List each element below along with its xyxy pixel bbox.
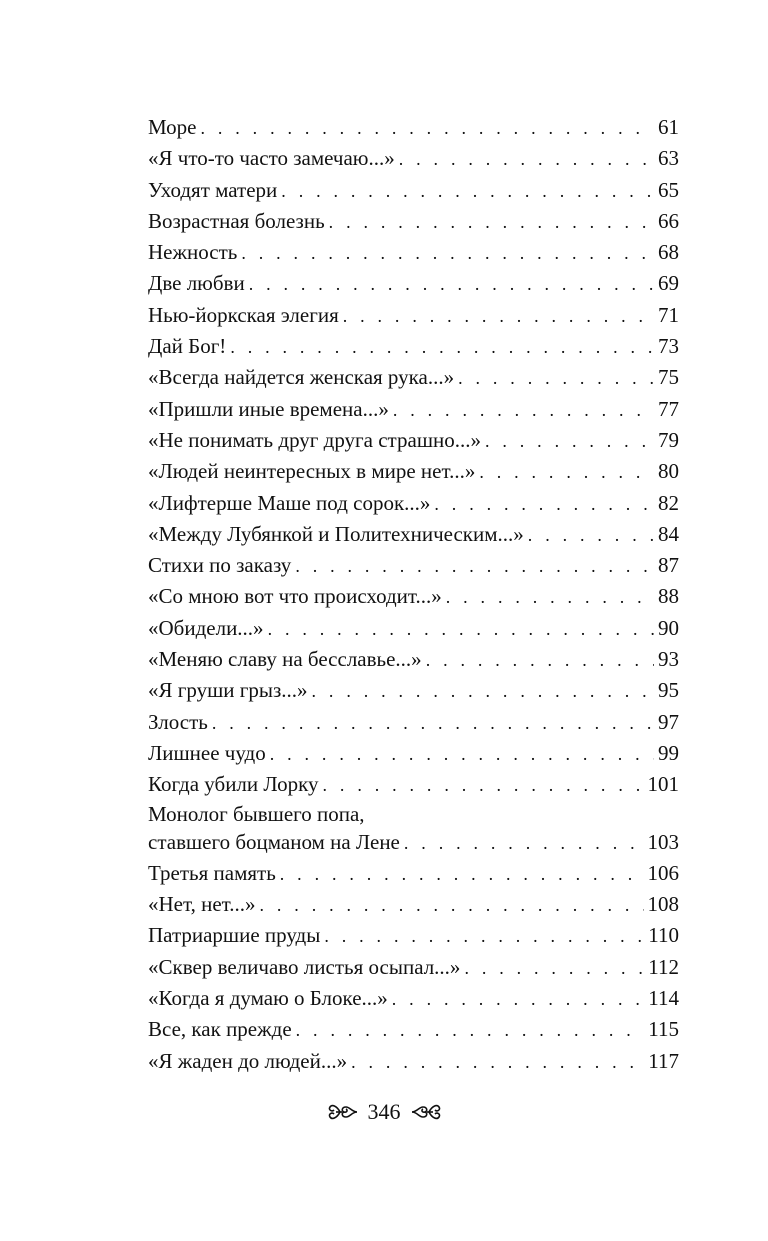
entry-title: «Я груши грыз...» <box>148 678 308 703</box>
entry-title: Уходят матери <box>148 177 278 202</box>
toc-entry <box>148 143 679 174</box>
dot-leader <box>200 113 654 144</box>
dot-leader <box>485 426 654 457</box>
dot-leader <box>404 828 644 859</box>
toc-entry <box>148 738 679 769</box>
entry-title: Патриаршие пруды <box>148 923 321 948</box>
entry-title: «Я жаден до людей...» <box>148 1048 348 1073</box>
entry-line2 <box>148 827 679 858</box>
toc-entry <box>148 206 679 237</box>
entry-page: 61 <box>658 115 679 139</box>
entry-page: 65 <box>658 177 679 202</box>
toc-entry <box>148 581 679 612</box>
entry-page: 108 <box>647 892 679 917</box>
ornament-icon <box>326 1098 360 1126</box>
dot-leader <box>392 984 644 1015</box>
entry-page: 63 <box>658 146 679 171</box>
toc-entry <box>148 456 679 487</box>
entry-page: 69 <box>658 271 679 296</box>
dot-leader <box>281 176 654 207</box>
dot-leader <box>464 953 644 984</box>
entry-title: «Пришли иные времена...» <box>148 396 389 421</box>
toc-entry <box>148 519 679 550</box>
toc-entry <box>148 237 679 268</box>
toc-entry <box>148 112 679 143</box>
entry-page: 66 <box>658 208 679 233</box>
entry-page: 79 <box>658 427 679 452</box>
dot-leader <box>351 1047 644 1078</box>
dot-leader <box>528 520 654 551</box>
toc-entry <box>148 268 679 299</box>
dot-leader <box>329 207 654 238</box>
entry-page: 101 <box>647 772 679 797</box>
entry-page: 97 <box>658 709 679 734</box>
entry-page: 115 <box>648 1017 679 1042</box>
entry-title: «Людей неинтересных в мире нет...» <box>148 459 476 484</box>
entry-page: 93 <box>658 647 679 672</box>
toc-entry <box>148 920 679 951</box>
entry-page: 84 <box>658 521 679 546</box>
entry-page: 88 <box>658 584 679 609</box>
dot-leader <box>458 363 654 394</box>
entry-page: 82 <box>658 490 679 515</box>
toc-entry <box>148 425 679 456</box>
entry-title: «Нет, нет...» <box>148 892 256 917</box>
entry-page: 87 <box>658 553 679 578</box>
dot-leader <box>230 332 654 363</box>
entry-title: «Когда я думаю о Блоке...» <box>148 986 388 1011</box>
toc-entry <box>148 488 679 519</box>
entry-page: 75 <box>658 365 679 390</box>
toc-entry <box>148 644 679 675</box>
toc-entry <box>148 858 679 889</box>
toc-entry <box>148 300 679 331</box>
dot-leader <box>295 551 654 582</box>
page-footer <box>0 1098 768 1126</box>
toc-entry <box>148 675 679 706</box>
toc-entry <box>148 1046 679 1077</box>
toc-entry <box>148 1014 679 1045</box>
entry-title: «Между Лубянкой и Политехническим...» <box>148 521 524 546</box>
entry-title: «Всегда найдется женская рука...» <box>148 365 455 390</box>
entry-page: 117 <box>648 1048 679 1073</box>
toc-entry <box>148 550 679 581</box>
entry-page: 110 <box>648 923 679 948</box>
dot-leader <box>312 676 654 707</box>
entry-title: «Лифтерше Маше под сорок...» <box>148 490 431 515</box>
dot-leader <box>249 269 654 300</box>
entry-title: «Обидели...» <box>148 615 264 640</box>
entry-page: 112 <box>648 954 679 979</box>
entry-title: ставшего боцманом на Лене <box>148 829 400 854</box>
entry-page: 106 <box>647 860 679 885</box>
entry-title: Нью-йоркская элегия <box>148 302 339 327</box>
dot-leader <box>426 645 654 676</box>
dot-leader <box>393 395 654 426</box>
entry-title: Злость <box>148 709 208 734</box>
toc-entry <box>148 952 679 983</box>
toc-entry <box>148 983 679 1014</box>
entry-title: Дай Бог! <box>148 334 227 359</box>
page-number: 346 <box>367 1099 401 1124</box>
entry-title: Две любви <box>148 271 245 296</box>
toc-entry <box>148 394 679 425</box>
entry-title: «Не понимать друг друга страшно...» <box>148 427 481 452</box>
table-of-contents <box>148 112 679 1077</box>
dot-leader <box>479 457 654 488</box>
toc-entry <box>148 362 679 393</box>
toc-entry <box>148 801 679 858</box>
dot-leader <box>260 890 644 921</box>
entry-title: «Я что-то часто замечаю...» <box>148 146 395 171</box>
entry-page: 71 <box>658 302 679 327</box>
dot-leader <box>280 859 644 890</box>
dot-leader <box>446 582 654 613</box>
toc-entry <box>148 613 679 644</box>
dot-leader <box>212 708 654 739</box>
entry-title: Лишнее чудо <box>148 740 266 765</box>
toc-entry <box>148 707 679 738</box>
entry-title: «Сквер величаво листья осыпал...» <box>148 954 461 979</box>
dot-leader <box>324 921 644 952</box>
entry-page: 68 <box>658 240 679 265</box>
entry-title: Возрастная болезнь <box>148 208 325 233</box>
entry-title: Стихи по заказу <box>148 553 292 578</box>
toc-entry <box>148 769 679 800</box>
dot-leader <box>434 489 654 520</box>
toc-entry <box>148 331 679 362</box>
entry-title-line1: Монолог бывшего попа, <box>148 801 365 826</box>
entry-page: 90 <box>658 615 679 640</box>
entry-title: Море <box>148 115 197 139</box>
dot-leader <box>296 1015 645 1046</box>
toc-entry <box>148 175 679 206</box>
dot-leader <box>270 739 654 770</box>
dot-leader <box>399 144 654 175</box>
dot-leader <box>241 238 654 269</box>
entry-title: «Меняю славу на бесславье...» <box>148 647 422 672</box>
entry-page: 77 <box>658 396 679 421</box>
toc-entry <box>148 889 679 920</box>
entry-title: Нежность <box>148 240 238 265</box>
entry-page: 95 <box>658 678 679 703</box>
entry-page: 80 <box>658 459 679 484</box>
ornament-icon <box>409 1098 443 1126</box>
dot-leader <box>323 770 644 801</box>
entry-title: Когда убили Лорку <box>148 772 319 797</box>
entry-title: Все, как прежде <box>148 1017 292 1042</box>
entry-page: 103 <box>647 829 679 854</box>
entry-page: 99 <box>658 740 679 765</box>
entry-title: Третья память <box>148 860 276 885</box>
dot-leader <box>268 614 654 645</box>
entry-page: 114 <box>648 986 679 1011</box>
dot-leader <box>343 301 654 332</box>
entry-page: 73 <box>658 334 679 359</box>
entry-title: «Со мною вот что происходит...» <box>148 584 442 609</box>
